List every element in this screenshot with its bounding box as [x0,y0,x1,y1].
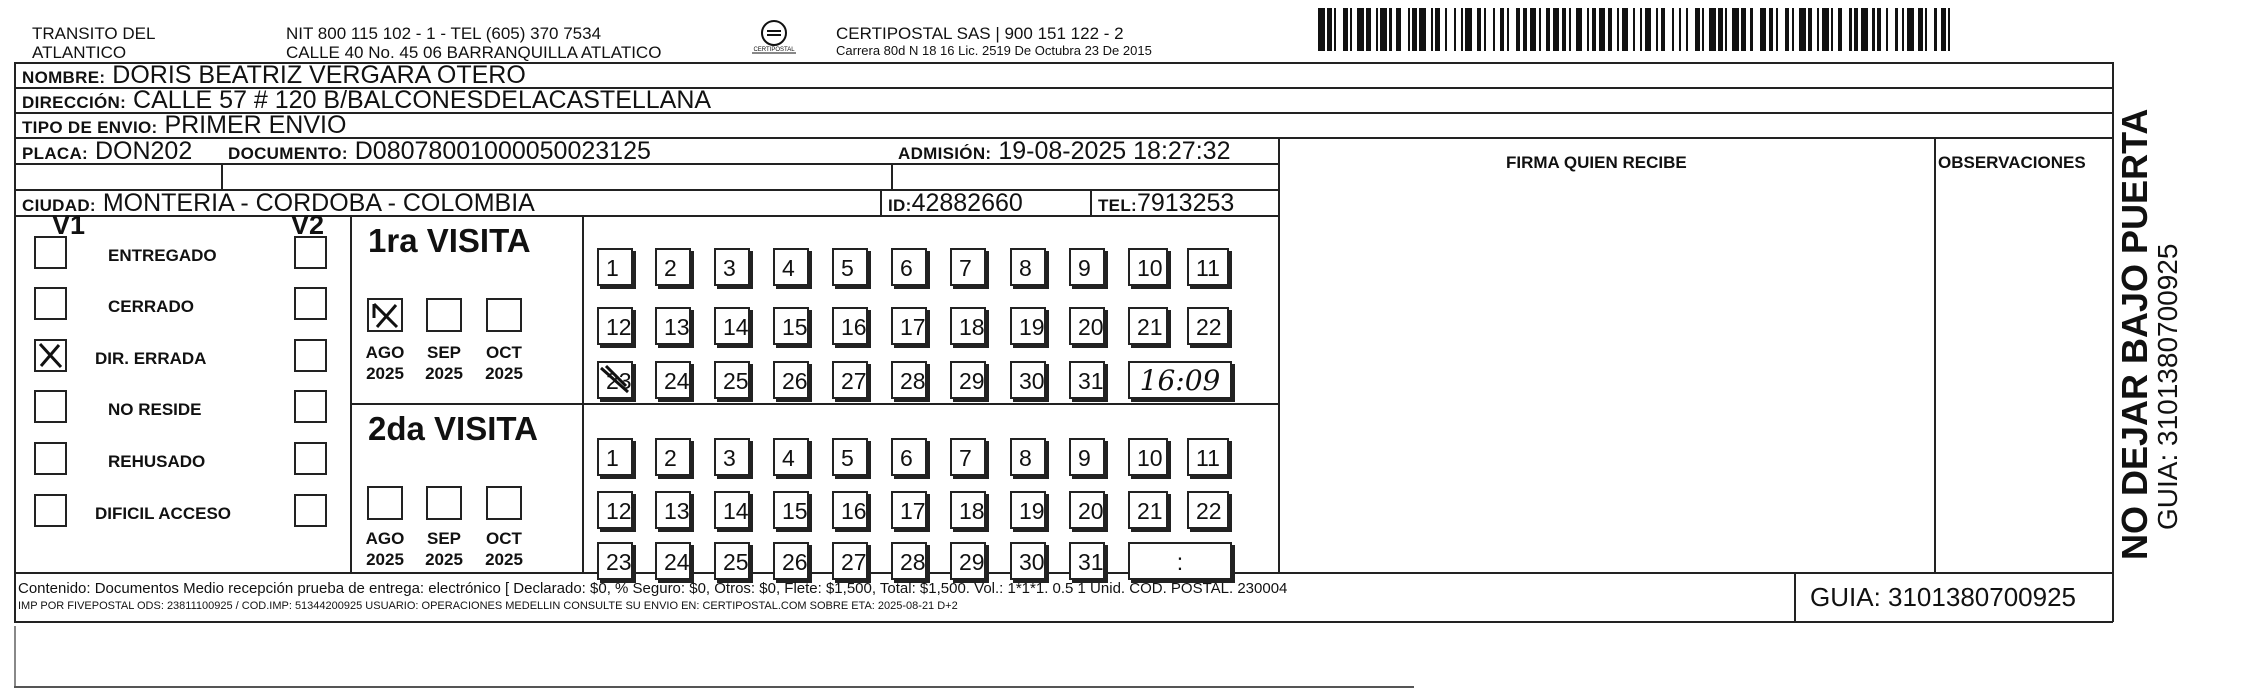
day-box[interactable]: 5 [832,248,868,286]
day-box[interactable]: 12 [597,307,633,345]
tel-label: TEL: [1098,196,1137,215]
day-box[interactable]: 7 [950,438,986,476]
month-label [359,342,411,384]
day-box[interactable]: 17 [891,307,927,345]
day-23-mark [598,362,632,396]
direccion-value: CALLE 57 # 120 B/BALCONESDELACASTELLANA [133,86,712,114]
day-box[interactable]: 26 [773,542,809,580]
day-box[interactable]: 18 [950,491,986,529]
status-v2-checkbox[interactable] [294,339,327,372]
month-year: 2025 [366,364,404,383]
placa-field [22,136,192,169]
month-name: SEP [426,529,462,548]
month-year: 2025 [425,550,463,569]
day-box[interactable]: 5 [832,438,868,476]
day-box[interactable]: 30 [1010,542,1046,580]
month-name: AGO [365,529,405,548]
footer-imp-line: IMP POR FIVEPOSTAL ODS: 23811100925 / COD.IMP: 51344200925 USUARIO: OPERACIONES MEDELLIN CONSULTE SU ENVIO EN: CERTIPOSTAL.COM SOBRE ETA: 2025-08-21 D+2 [18,600,958,612]
day-box[interactable]: 17 [891,491,927,529]
admision-value: 19-08-2025 18:27:32 [998,137,1231,165]
month-checkbox[interactable] [426,486,462,520]
day-box[interactable]: 10 [1128,438,1168,476]
day-box[interactable]: 8 [1010,438,1046,476]
admision-field [898,136,1230,169]
day-box[interactable]: 23 [597,361,633,399]
day-box[interactable]: 22 [1187,307,1229,345]
day-box[interactable]: 25 [714,361,750,399]
month-year: 2025 [425,364,463,383]
month-checkbox[interactable] [486,486,522,520]
status-label: CERRADO [108,297,194,316]
day-box[interactable]: 13 [655,491,691,529]
day-box[interactable]: 10 [1128,248,1168,286]
status-label: ENTREGADO [108,246,217,265]
month-year: 2025 [485,364,523,383]
logo-text: CERTIPOSTAL [753,47,795,53]
day-box[interactable]: 24 [655,542,691,580]
sender-name [32,24,155,62]
sender-contact [286,24,661,62]
day-box[interactable]: 11 [1187,248,1229,286]
status-v2-checkbox[interactable] [294,287,327,320]
sender-line2: ATLANTICO [32,43,127,62]
direccion-label: DIRECCIÓN: [22,93,127,112]
tel-value: 7913253 [1136,189,1235,217]
observaciones-label: OBSERVACIONES [1938,153,2086,172]
day-box[interactable]: 14 [714,307,750,345]
status-label: DIR. ERRADA [95,349,207,368]
month-label [418,342,470,384]
side-guia: GUIA: 3101380700925 [2152,243,2183,530]
day-box[interactable]: 9 [1069,248,1105,286]
documento-field [228,136,651,169]
id-label: ID: [888,196,912,215]
status-v2-checkbox[interactable] [294,442,327,475]
day-box[interactable]: 23 [597,542,633,580]
footer-guia: GUIA: 3101380700925 [1810,582,2076,612]
month-checkbox[interactable] [367,298,403,332]
day-box[interactable]: 21 [1128,491,1168,529]
placa-value: DON202 [94,137,193,165]
day-box[interactable]: 15 [773,307,809,345]
day-box[interactable]: 1 [597,438,633,476]
day-box[interactable]: 19 [1010,307,1046,345]
day-box[interactable]: 22 [1187,491,1229,529]
day-box[interactable]: 3 [714,248,750,286]
day-box[interactable]: 27 [832,542,868,580]
ciudad-label: CIUDAD: [22,196,96,215]
status-v2-checkbox[interactable] [294,236,327,269]
month-year: 2025 [485,550,523,569]
day-box[interactable]: 29 [950,542,986,580]
second-visit-title: 2da VISITA [368,410,538,447]
status-v1-checkbox[interactable] [34,442,67,475]
month-label [478,528,530,570]
v1-label: V1 [52,210,86,240]
barcode [1318,8,1954,51]
day-box[interactable]: 25 [714,542,750,580]
day-box[interactable]: 11 [1187,438,1229,476]
day-box[interactable]: 26 [773,361,809,399]
day-box[interactable]: 1 [597,248,633,286]
day-box[interactable]: 15 [773,491,809,529]
id-value: 42882660 [911,189,1023,217]
month-name: OCT [486,343,522,362]
day-box[interactable]: 2 [655,248,691,286]
documento-value: D08078001000050023125 [354,137,651,165]
day-box[interactable]: 12 [597,491,633,529]
month-name: SEP [426,343,462,362]
month-label [418,528,470,570]
status-label: NO RESIDE [108,400,202,419]
day-box[interactable]: 6 [891,248,927,286]
month-name: OCT [486,529,522,548]
month-checkbox[interactable] [426,298,462,332]
day-box[interactable]: 20 [1069,491,1105,529]
day-box[interactable]: 9 [1069,438,1105,476]
day-box[interactable]: 4 [773,248,809,286]
footer-content-line: Contenido: Documentos Medio recepción prueba de entrega: electrónico [ Declarado: $0, % Seguro: $0, Otros: $0, Flete: $1,500, Total: $1,500. Vol.: 1*1*1. 0.5 1 Unid. COD. POSTAL. 230004 [18,580,1288,597]
day-box[interactable]: 14 [714,491,750,529]
status-v1-checkbox[interactable] [34,287,67,320]
certipostal-logo [748,18,800,58]
placa-label: PLACA: [22,144,89,163]
day-box[interactable]: 28 [891,542,927,580]
month-checkbox[interactable] [367,486,403,520]
day-box[interactable]: 13 [655,307,691,345]
month-name: AGO [365,343,405,362]
day-box[interactable]: 19 [1010,491,1046,529]
day-box[interactable]: 16 [832,307,868,345]
month-checkbox[interactable] [486,298,522,332]
nombre-value: DORIS BEATRIZ VERGARA OTERO [112,61,526,89]
day-box[interactable]: 6 [891,438,927,476]
courier-line1: CERTIPOSTAL SAS | 900 151 122 - 2 [836,24,1124,43]
day-box[interactable]: 27 [832,361,868,399]
day-box[interactable]: 30 [1010,361,1046,399]
day-box[interactable]: 24 [655,361,691,399]
address-line: CALLE 40 No. 45 06 BARRANQUILLA ATLATICO [286,43,662,62]
status-v2-checkbox[interactable] [294,390,327,423]
day-box[interactable]: 31 [1069,542,1105,580]
documento-label: DOCUMENTO: [228,144,348,163]
id-field [888,188,1023,221]
day-box[interactable]: 8 [1010,248,1046,286]
status-label: DIFICIL ACCESO [95,504,232,523]
month-label [359,528,411,570]
day-box[interactable]: 29 [950,361,986,399]
day-box[interactable]: 4 [773,438,809,476]
tipo-envio-label: TIPO DE ENVIO: [22,118,158,137]
day-box[interactable]: 2 [655,438,691,476]
courier-info [836,24,1152,59]
status-v1-checkbox[interactable] [34,494,67,527]
day-box[interactable]: 7 [950,248,986,286]
status-v2-checkbox[interactable] [294,494,327,527]
nombre-label: NOMBRE: [22,68,106,87]
status-v1-checkbox[interactable] [34,339,67,372]
day-box[interactable]: 16 [832,491,868,529]
nit-line: NIT 800 115 102 - 1 - TEL (605) 370 7534 [286,24,602,43]
status-v1-checkbox[interactable] [34,390,67,423]
courier-line2: Carrera 80d N 18 16 Lic. 2519 De Octubra 23 De 2015 [836,43,1152,58]
day-box[interactable]: 21 [1128,307,1168,345]
first-visit-title: 1ra VISITA [368,222,531,259]
time-box[interactable]: 16:09 [1128,361,1232,399]
day-box[interactable]: 28 [891,361,927,399]
firma-label: FIRMA QUIEN RECIBE [1506,153,1687,172]
day-box[interactable]: 31 [1069,361,1105,399]
month-year: 2025 [366,550,404,569]
status-v1-checkbox[interactable] [34,236,67,269]
time-box[interactable]: : [1128,542,1232,580]
ciudad-field [22,188,535,221]
tipo-envio-value: PRIMER ENVIO [164,111,347,139]
status-label: REHUSADO [108,452,206,471]
day-box[interactable]: 20 [1069,307,1105,345]
ciudad-value: MONTERIA - CORDOBA - COLOMBIA [102,189,535,217]
sender-line1: TRANSITO DEL [32,24,156,43]
v2-label: V2 [291,210,325,240]
day-box[interactable]: 3 [714,438,750,476]
tel-field [1098,188,1234,221]
admision-label: ADMISIÓN: [898,144,992,163]
month-label [478,342,530,384]
day-box[interactable]: 18 [950,307,986,345]
